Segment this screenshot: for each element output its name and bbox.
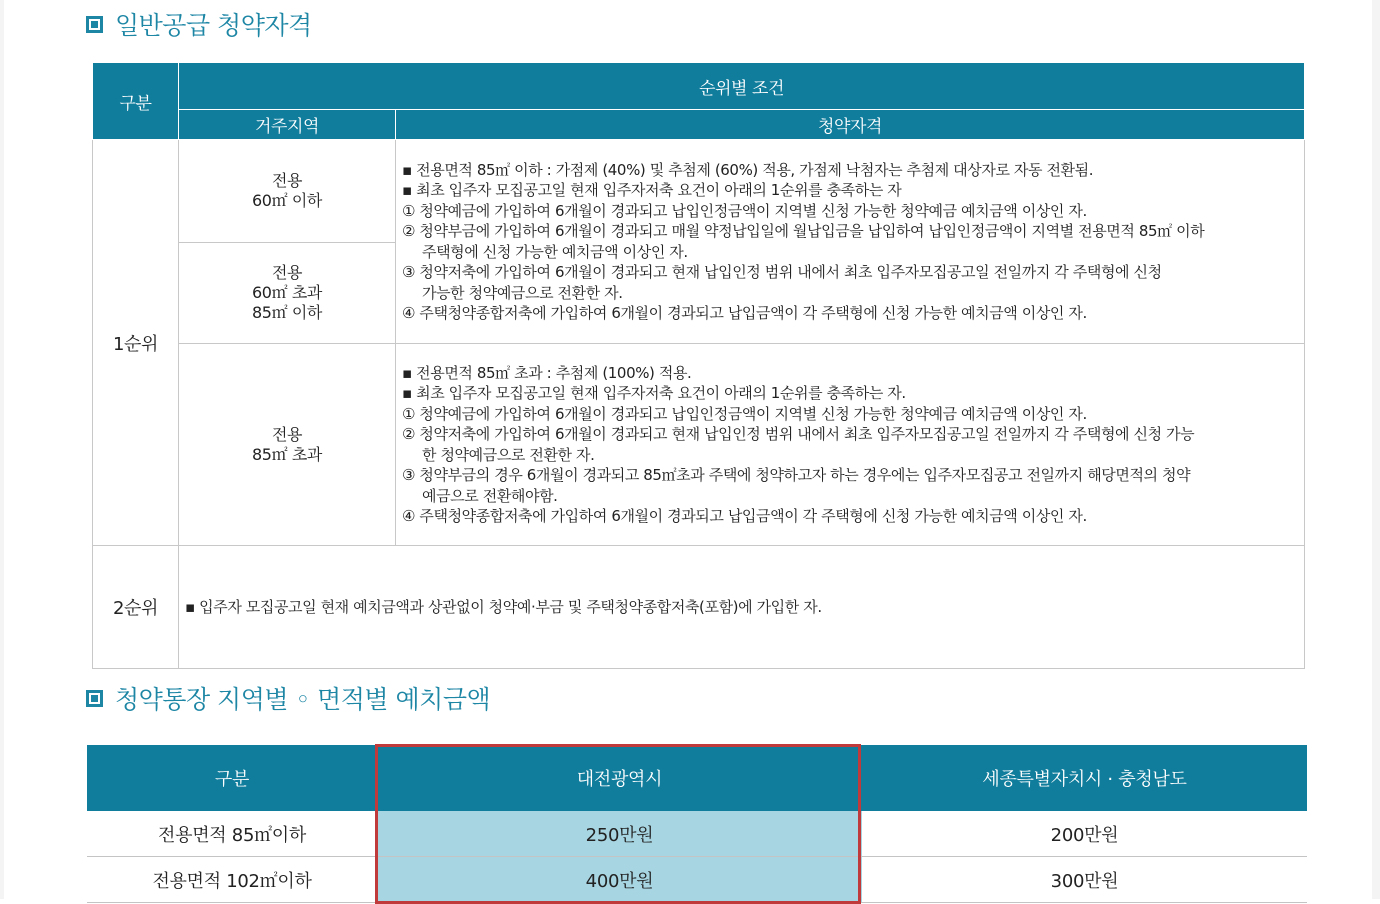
rank-2-cell: 2순위 [93, 546, 179, 669]
table-row [87, 857, 1307, 903]
condition-line: ▪ 전용면적 85㎡ 초과 : 추첨제 (100%) 적용. [402, 363, 692, 382]
condition-line: 주택형에 신청 가능한 예치금액 이상인 자. [422, 242, 688, 261]
square-bullet-icon [86, 16, 103, 33]
header-sejong-chungnam: 세종특별자치시 · 충청남도 [862, 745, 1307, 811]
area-label: 전용면적 85㎡이하 [87, 811, 377, 857]
condition-line: ① 청약예금에 가입하여 6개월이 경과되고 납입인정금액이 지역별 신청 가능한 청약예금 예치금액 이상인 자. [402, 404, 1087, 423]
condition-line: ① 청약예금에 가입하여 6개월이 경과되고 납입인정금액이 지역별 신청 가능한 청약예금 예치금액 이상인 자. [402, 201, 1087, 220]
section-title-text: 청약통장 지역별 ◦ 면적별 예치금액 [115, 685, 491, 714]
condition-line: ④ 주택청약종합저축에 가입하여 6개월이 경과되고 납입금액이 각 주택형에 신청 가능한 예치금액 이상인 자. [402, 304, 1087, 322]
region-line: 60㎡ 초과 [252, 283, 322, 302]
condition-line: 가능한 청약예금으로 전환한 자. [422, 283, 623, 302]
condition-line: 예금으로 전환해야함. [422, 486, 558, 505]
condition-line: ▪ 최초 입주자 모집공고일 현재 입주자저축 요건이 아래의 1순위를 충족하는 자. [402, 384, 906, 402]
deposit-table [87, 745, 1307, 903]
header-group: 구분 [93, 63, 179, 140]
condition-cell-85-under [396, 140, 1305, 344]
condition-line: 한 청약예금으로 전환한 자. [422, 445, 595, 464]
region-cell-85-over [179, 344, 396, 546]
section-title-general-supply [86, 6, 312, 42]
eligibility-table [92, 62, 1305, 669]
region-cell-60-85 [179, 243, 396, 344]
region-line: 60㎡ 이하 [252, 191, 322, 210]
region-line: 85㎡ 이하 [252, 303, 322, 322]
region-cell-60-under [179, 140, 396, 243]
header-group: 구분 [87, 745, 377, 811]
region-line: 85㎡ 초과 [252, 444, 322, 464]
condition-cell-rank-2 [179, 546, 1305, 669]
table-row [87, 811, 1307, 857]
region-line: 전용 [271, 424, 303, 444]
condition-line: ④ 주택청약종합저축에 가입하여 6개월이 경과되고 납입금액이 각 주택형에 신청 가능한 예치금액 이상인 자. [402, 507, 1087, 525]
square-bullet-icon [86, 690, 103, 707]
header-region: 거주지역 [179, 110, 396, 140]
region-line: 전용 [271, 263, 303, 282]
condition-cell-85-over [396, 344, 1305, 546]
daejeon-amount: 250만원 [377, 811, 862, 857]
section-title-deposit-amounts [86, 680, 490, 716]
condition-line: ② 청약저축에 가입하여 6개월이 경과되고 현재 납입인정 범위 내에서 최초 입주자모집공고일 전일까지 각 주택형에 신청 가능 [402, 425, 1195, 443]
condition-line: ③ 청약저축에 가입하여 6개월이 경과되고 현재 납입인정 범위 내에서 최초 입주자모집공고일 전일까지 각 주택형에 신청 [402, 263, 1162, 281]
section-title-text: 일반공급 청약자격 [115, 11, 312, 40]
condition-line: ▪ 전용면적 85㎡ 이하 : 가점제 (40%) 및 추첨제 (60%) 적용, 가점제 낙첨자는 추첨제 대상자로 자동 전환됨. [402, 160, 1094, 179]
sejong-amount: 300만원 [862, 857, 1307, 903]
region-line: 전용 [271, 171, 303, 190]
header-eligibility: 청약자격 [396, 110, 1305, 140]
condition-line: ③ 청약부금의 경우 6개월이 경과되고 85㎡초과 주택에 청약하고자 하는 경우에는 입주자모집공고 전일까지 해당면적의 청약 [402, 466, 1191, 484]
daejeon-amount: 400만원 [377, 857, 862, 903]
sejong-amount: 200만원 [862, 811, 1307, 857]
header-rank-conditions: 순위별 조건 [179, 63, 1305, 110]
condition-line: ▪ 최초 입주자 모집공고일 현재 입주자저축 요건이 아래의 1순위를 충족하는 자 [402, 181, 902, 199]
condition-line: ▪ 입주자 모집공고일 현재 예치금액과 상관없이 청약예·부금 및 주택청약종합저축(포함)에 가입한 자. [185, 597, 822, 616]
header-daejeon: 대전광역시 [377, 745, 862, 811]
condition-line: ② 청약부금에 가입하여 6개월이 경과되고 매월 약정납입일에 월납입금을 납입하여 납입인정금액이 지역별 전용면적 85㎡ 이하 [402, 222, 1205, 240]
rank-1-cell: 1순위 [93, 140, 179, 546]
area-label: 전용면적 102㎡이하 [87, 857, 377, 903]
